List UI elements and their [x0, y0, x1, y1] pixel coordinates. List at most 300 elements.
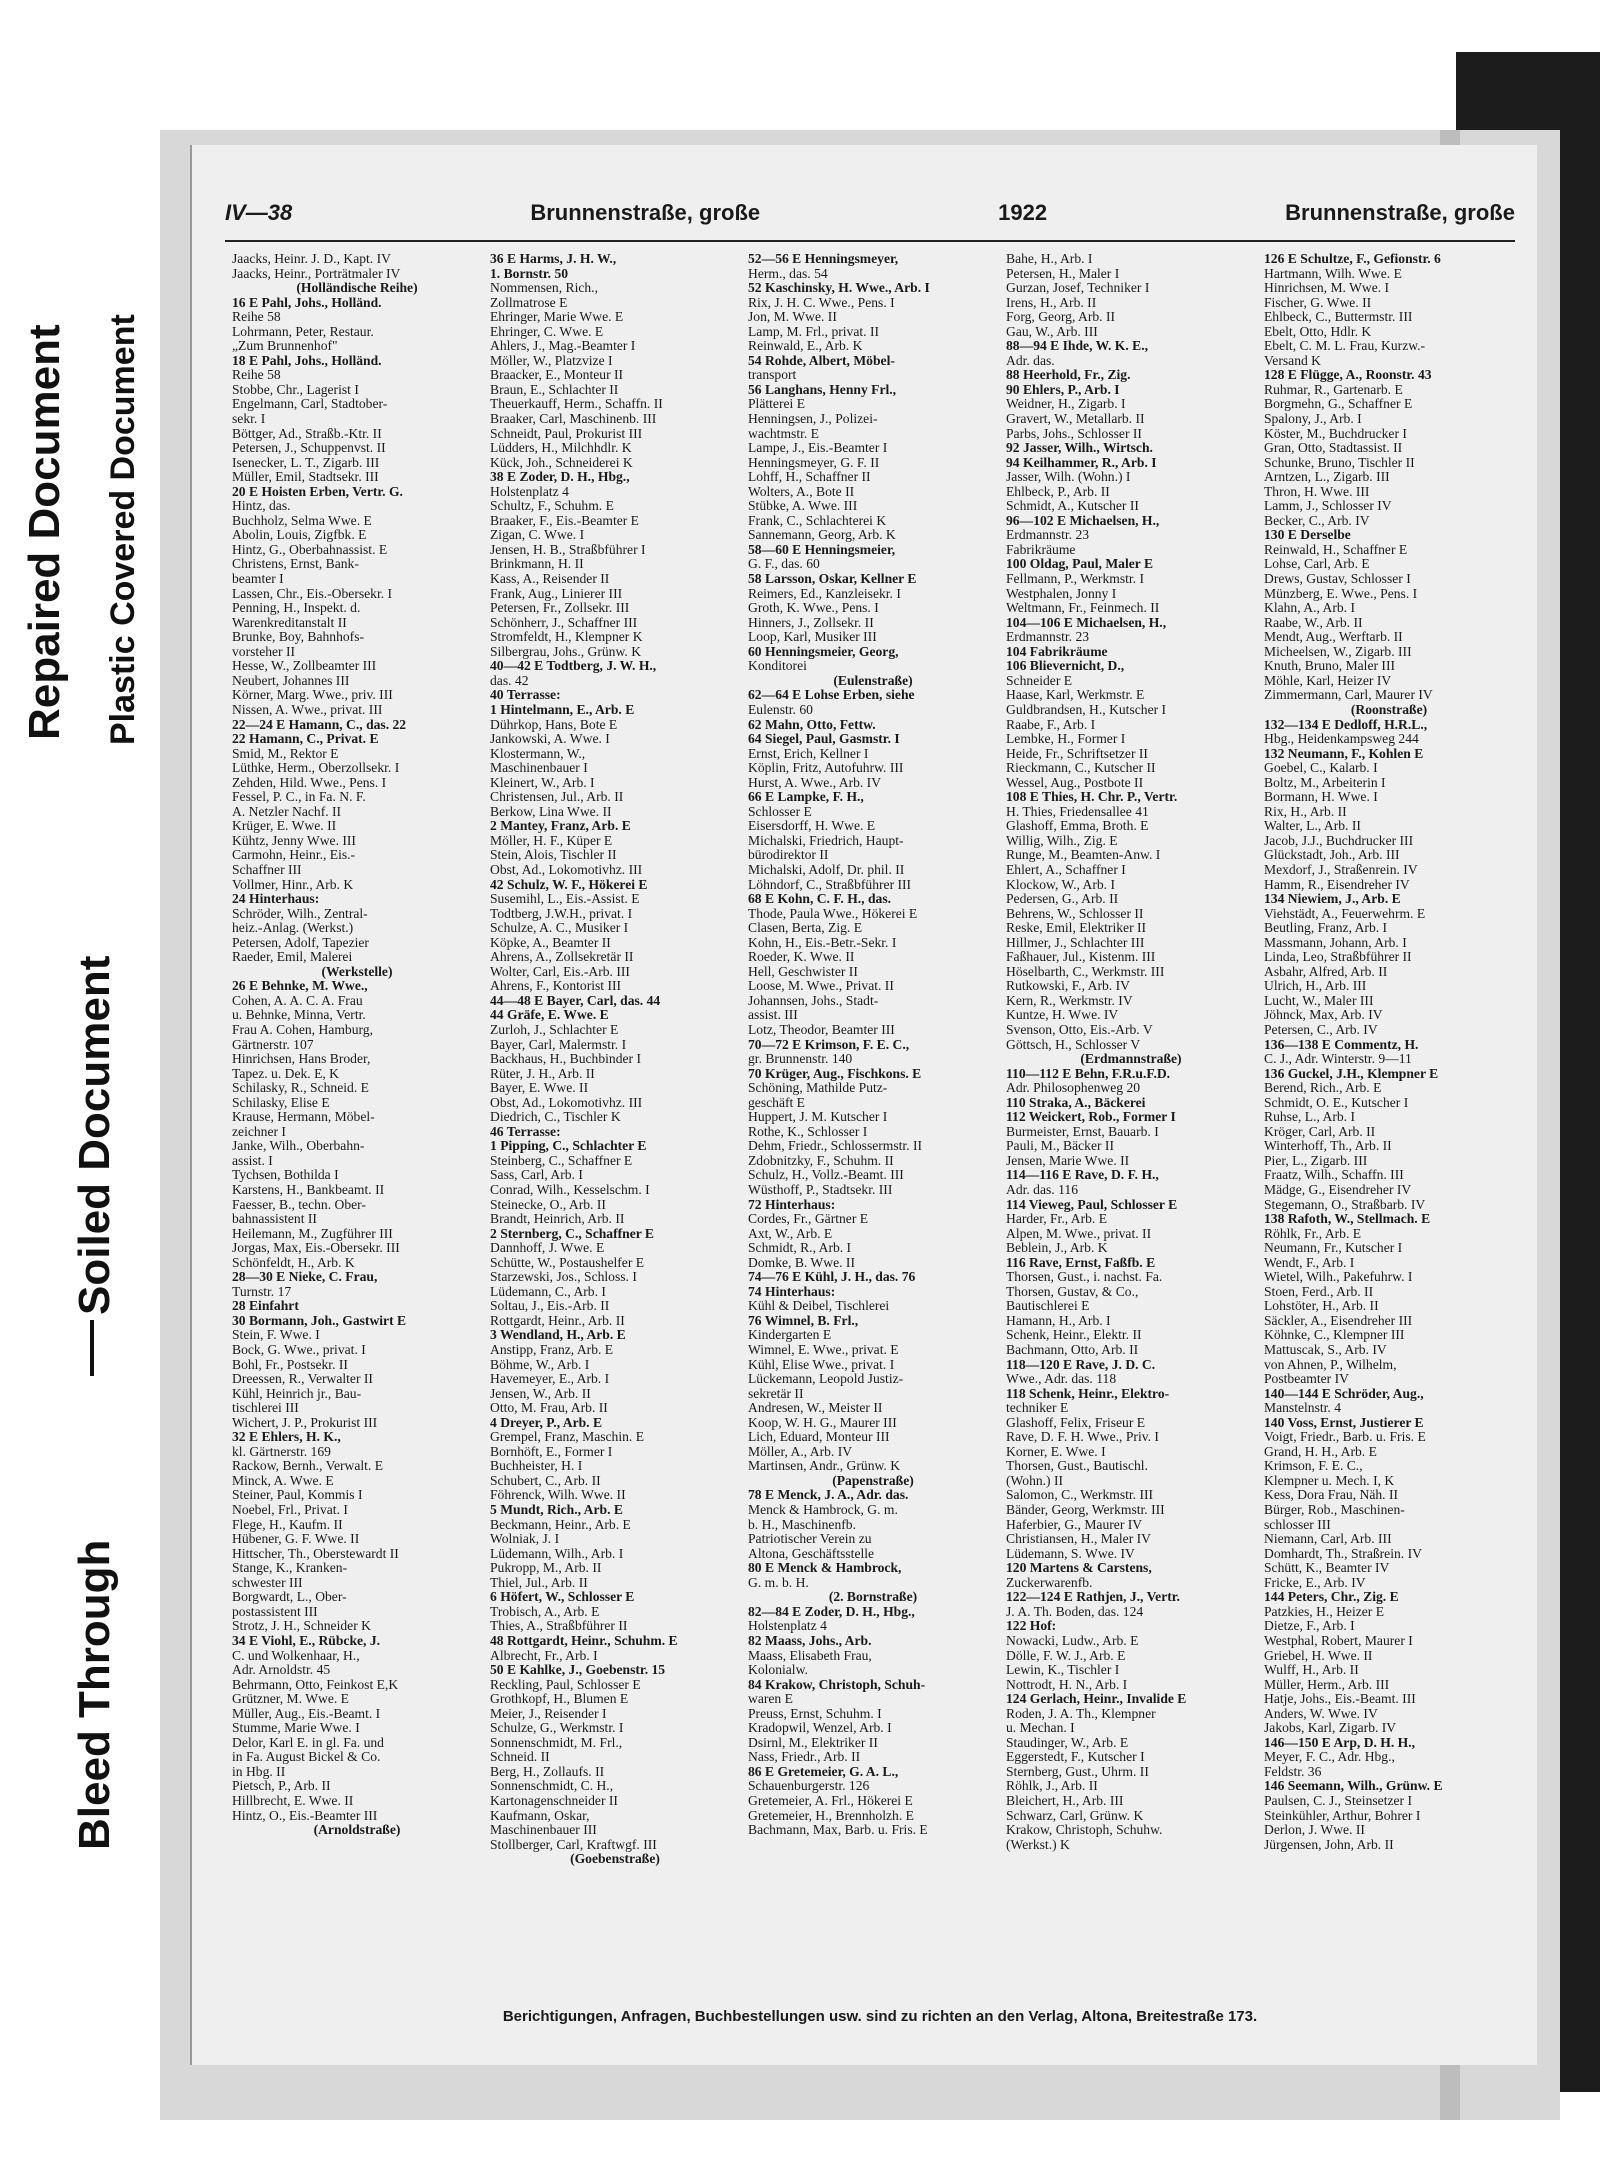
label-repaired-document: Repaired Document: [20, 324, 69, 740]
directory-entry: Neumann, Fr., Kutscher I: [1264, 1241, 1403, 1256]
directory-entry: Petersen, Adolf, Tapezier: [232, 935, 369, 950]
directory-entry: Thorsen, Gustav, & Co.,: [1006, 1284, 1139, 1299]
directory-entry: Weidner, H., Zigarb. I: [1006, 397, 1126, 412]
directory-entry: Böhme, W., Arb. I: [490, 1357, 590, 1372]
directory-entry: (Erdmannstraße): [1080, 1052, 1182, 1067]
directory-entry: Klempner u. Mech. I, K: [1264, 1473, 1395, 1488]
directory-entry: G. F., das. 60: [748, 557, 820, 572]
directory-entry: Gravert, W., Metallarb. II: [1006, 412, 1145, 427]
directory-entry: Schilasky, Elise E: [232, 1095, 330, 1110]
directory-entry: Thorsen, Gust., i. nachst. Fa.: [1006, 1270, 1163, 1285]
directory-entry: Kück, Joh., Schneiderei K: [490, 455, 633, 470]
directory-entry: 120 Martens & Carstens,: [1006, 1561, 1152, 1576]
directory-entry: Faesser, B., techn. Ober-: [232, 1197, 366, 1212]
directory-entry: Parbs, Johs., Schlosser II: [1006, 426, 1142, 441]
directory-entry: Kern, R., Werkmstr. IV: [1006, 993, 1133, 1008]
directory-entry: 82—84 E Zoder, D. H., Hbg.,: [748, 1604, 915, 1619]
directory-entry: Bürger, Rob., Maschinen-: [1264, 1503, 1405, 1518]
directory-entry: Dietze, F., Arb. I: [1264, 1619, 1355, 1634]
directory-entry: Hatje, Johs., Eis.-Beamt. III: [1264, 1692, 1416, 1707]
directory-entry: Becker, C., Arb. IV: [1264, 513, 1370, 528]
directory-entry: 84 Krakow, Christoph, Schuh-: [748, 1677, 926, 1692]
directory-entry: Schaffner III: [232, 862, 302, 877]
directory-entry: u. Behnke, Minna, Vertr.: [232, 1008, 366, 1023]
directory-entry: Alpen, M. Wwe., privat. II: [1006, 1226, 1152, 1241]
directory-entry: Warenkreditanstalt II: [232, 615, 347, 630]
directory-entry: 112 Weickert, Rob., Former I: [1006, 1110, 1176, 1125]
directory-entry: 70 Krüger, Aug., Fischkons. E: [748, 1066, 922, 1081]
directory-entry: gr. Brunnenstr. 140: [748, 1052, 853, 1067]
directory-entry: Grand, H. H., Arb. E: [1264, 1444, 1377, 1459]
directory-entry: Trobisch, A., Arb. E: [490, 1604, 600, 1619]
directory-entry: 44—48 E Bayer, Carl, das. 44: [490, 993, 661, 1008]
directory-entry: Petersen, J., Schuppenvst. II: [232, 441, 386, 456]
directory-entry: Ruhse, L., Arb. I: [1264, 1110, 1355, 1125]
directory-entry: Obst, Ad., Lokomotivhz. III: [490, 1095, 643, 1110]
directory-entry: Lassen, Chr., Eis.-Obersekr. I: [232, 586, 393, 601]
directory-entry: Böttger, Ad., Straßb.-Ktr. II: [232, 426, 382, 441]
directory-entry: Höselbarth, C., Werkmstr. III: [1006, 964, 1165, 979]
directory-entry: Adr. das.: [1006, 353, 1055, 368]
directory-entry: 1. Bornstr. 50: [490, 266, 569, 281]
directory-entry: Stromfeldt, H., Klempner K: [490, 630, 643, 645]
directory-entry: Ehlbeck, P., Arb. II: [1006, 484, 1110, 499]
directory-entry: Buchholz, Selma Wwe. E: [232, 513, 372, 528]
directory-entry: Schöning, Mathilde Putz-: [748, 1081, 888, 1096]
directory-entry: Rüter, J. H., Arb. II: [490, 1066, 595, 1081]
directory-entry: Pukropp, M., Arb. II: [490, 1561, 602, 1576]
directory-entry: Lampe, J., Eis.-Beamter I: [748, 441, 888, 456]
directory-entry: Lüdemann, Wilh., Arb. I: [490, 1546, 624, 1561]
directory-entry: Jakobs, Karl, Zigarb. IV: [1264, 1721, 1397, 1736]
directory-entry: Löhndorf, C., Straßbführer III: [748, 877, 912, 892]
directory-entry: Christens, Ernst, Bank-: [232, 557, 359, 572]
directory-entry: Haferbier, G., Maurer IV: [1006, 1517, 1143, 1532]
directory-entry: Wessel, Aug., Postbote II: [1006, 775, 1144, 790]
directory-entry: Hinrichsen, M. Wwe. I: [1264, 281, 1390, 296]
directory-entry: Vollmer, Hinr., Arb. K: [232, 877, 354, 892]
directory-entry: Zurloh, J., Schlachter E: [490, 1022, 619, 1037]
directory-entry: Lamp, M. Frl., privat. II: [748, 324, 880, 339]
directory-entry: Hittscher, Th., Oberstewardt II: [232, 1546, 399, 1561]
directory-entry: Irens, H., Arb. II: [1006, 295, 1097, 310]
directory-entry: Zdobnitzky, F., Schuhm. II: [748, 1153, 894, 1168]
directory-entry: 94 Keilhammer, R., Arb. I: [1006, 455, 1157, 470]
directory-entry: 36 E Harms, J. H. W.,: [490, 252, 617, 266]
directory-entry: Clasen, Berta, Zig. E: [748, 921, 863, 936]
directory-entry: 30 Bormann, Joh., Gastwirt E: [232, 1313, 407, 1328]
directory-entry: Wolniak, J. I: [490, 1532, 560, 1547]
directory-entry: Salomon, C., Werkmstr. III: [1006, 1488, 1154, 1503]
directory-entry: Viehstädt, A., Feuerwehrm. E: [1264, 906, 1426, 921]
directory-entry: 144 Peters, Chr., Zig. E: [1264, 1590, 1399, 1605]
directory-entry: Eggerstedt, F., Kutscher I: [1006, 1750, 1145, 1765]
directory-entry: Stange, K., Kranken-: [232, 1561, 348, 1576]
directory-entry: Diedrich, C., Tischler K: [490, 1110, 621, 1125]
directory-entry: Schönfeldt, H., Arb. K: [232, 1255, 355, 1270]
directory-entry: 40 Terrasse:: [490, 688, 561, 703]
directory-entry: Bock, G. Wwe., privat. I: [232, 1343, 366, 1358]
directory-entry: Altona, Geschäftsstelle: [748, 1546, 875, 1561]
directory-entry: Plätterei E: [748, 397, 805, 412]
directory-entry: 60 Henningsmeier, Georg,: [748, 644, 899, 659]
directory-entry: (Arnoldstraße): [313, 1823, 401, 1838]
directory-entry: Säckler, A., Eisendreher III: [1264, 1313, 1413, 1328]
directory-entry: Köpke, A., Beamter II: [490, 935, 611, 950]
directory-entry: (Werkstelle): [321, 964, 393, 979]
street-title-right: Brunnenstraße, große: [1285, 200, 1515, 225]
directory-entry: 26 E Behnke, M. Wwe.,: [232, 979, 368, 994]
directory-entry: Grothkopf, H., Blumen E: [490, 1692, 629, 1707]
directory-entry: Röhlk, J., Arb. II: [1006, 1779, 1098, 1794]
directory-entry: Raabe, W., Arb. II: [1264, 615, 1363, 630]
directory-entry: Andresen, W., Meister II: [748, 1401, 883, 1416]
directory-entry: 22—24 E Hamann, C., das. 22: [232, 717, 407, 732]
directory-entry: 62—64 E Lohse Erben, siehe: [748, 688, 915, 703]
directory-entry: Erdmannstr. 23: [1006, 630, 1090, 645]
directory-entry: Köhnke, C., Klempner III: [1264, 1328, 1405, 1343]
directory-entry: Sternberg, Gust., Uhrm. II: [1006, 1764, 1149, 1779]
directory-entry: Reinwald, H., Schaffner E: [1264, 542, 1408, 557]
directory-entry: Glashoff, Felix, Friseur E: [1006, 1415, 1146, 1430]
directory-entry: (2. Bornstraße): [828, 1590, 918, 1605]
directory-entry: Rackow, Bernh., Verwalt. E: [232, 1459, 384, 1474]
directory-entry: Knuth, Bruno, Maler III: [1264, 659, 1395, 674]
directory-entry: Kuntze, H. Wwe. IV: [1006, 1008, 1119, 1023]
directory-entry: Hell, Geschwister II: [748, 964, 858, 979]
directory-entry: 114—116 E Rave, D. F. H.,: [1006, 1168, 1159, 1183]
directory-entry: Albrecht, Fr., Arb. I: [490, 1648, 598, 1663]
directory-entry: Kindergarten E: [748, 1328, 832, 1343]
directory-entry: Dannhoff, J. Wwe. E: [490, 1241, 605, 1256]
directory-entry: Ehringer, C. Wwe. E: [490, 324, 604, 339]
directory-entry: schlosser III: [1264, 1517, 1331, 1532]
directory-entry: Schmidt, A., Kutscher II: [1006, 499, 1139, 514]
directory-entry: Roden, J. A. Th., Klempner: [1006, 1706, 1156, 1721]
directory-entry: Linda, Leo, Straßbführer II: [1264, 950, 1412, 965]
directory-entry: Christiansen, H., Maler IV: [1006, 1532, 1151, 1547]
directory-entry: Groth, K. Wwe., Pens. I: [748, 601, 879, 616]
directory-entry: Stoen, Ferd., Arb. II: [1264, 1284, 1374, 1299]
directory-entry: assist. I: [232, 1153, 273, 1168]
directory-entry: Martinsen, Andr., Grünw. K: [748, 1459, 901, 1474]
directory-entry: Frank, Aug., Linierer III: [490, 586, 623, 601]
directory-entry: Kröger, Carl, Arb. II: [1264, 1124, 1376, 1139]
directory-entry: Schneidt, Paul, Prokurist III: [490, 426, 643, 441]
directory-entry: Buchheister, H. I: [490, 1459, 583, 1474]
directory-entry: Spalony, J., Arb. I: [1264, 412, 1362, 427]
directory-entry: Fraatz, Wilh., Schaffn. III: [1264, 1168, 1404, 1183]
directory-entry: Walter, L., Arb. II: [1264, 819, 1361, 834]
directory-entry: Adr. Philosophenweg 20: [1006, 1081, 1141, 1096]
directory-entry: Reske, Emil, Elektriker II: [1006, 921, 1147, 936]
directory-entry: Kolonialw.: [748, 1663, 808, 1678]
directory-entry: Manstelnstr. 4: [1264, 1401, 1342, 1416]
directory-entry: Delor, Karl E. in gl. Fa. und: [232, 1735, 384, 1750]
directory-entry: Hurst, A. Wwe., Arb. IV: [748, 775, 882, 790]
directory-entry: Meyer, F. C., Adr. Hbg.,: [1264, 1750, 1395, 1765]
directory-entry: Berend, Rich., Arb. E: [1264, 1081, 1382, 1096]
directory-entry: Stein, F. Wwe. I: [232, 1328, 320, 1343]
directory-entry: Paulsen, C. J., Steinsetzer I: [1264, 1793, 1412, 1808]
directory-entry: Jürgensen, John, Arb. II: [1264, 1837, 1394, 1852]
directory-entry: Pauli, M., Bäcker II: [1006, 1139, 1114, 1154]
directory-entry: Steiner, Paul, Kommis I: [232, 1488, 363, 1503]
directory-entry: Jankowski, A. Wwe. I: [490, 732, 610, 747]
directory-entry: waren E: [748, 1692, 793, 1707]
directory-entry: Engelmann, Carl, Stadtober-: [232, 397, 388, 412]
directory-entry: Haase, Karl, Werkmstr. E: [1006, 688, 1145, 703]
directory-entry: 122—124 E Rathjen, J., Vertr.: [1006, 1590, 1180, 1605]
directory-columns: [232, 252, 1522, 1997]
directory-entry: Gretemeier, H., Brennholzh. E: [748, 1808, 914, 1823]
directory-entry: Brunke, Boy, Bahnhofs-: [232, 630, 365, 645]
directory-entry: Stumme, Marie Wwe. I: [232, 1721, 360, 1736]
directory-entry: 80 E Menck & Hambrock,: [748, 1561, 902, 1576]
column-4: [1006, 252, 1256, 1997]
directory-entry: Maschinenbauer I: [490, 761, 588, 776]
directory-entry: Hbg., Heidenkampsweg 244: [1264, 732, 1419, 747]
directory-entry: Staudinger, W., Arb. E: [1006, 1735, 1129, 1750]
directory-entry: Rave, D. F. H. Wwe., Priv. I: [1006, 1430, 1159, 1445]
directory-entry: Faßhauer, Jul., Kistenm. III: [1006, 950, 1156, 965]
directory-entry: Johannsen, Johs., Stadt-: [748, 993, 879, 1008]
directory-entry: 44 Gräfe, E. Wwe. E: [490, 1008, 609, 1023]
directory-entry: Nottrodt, H. N., Arb. I: [1006, 1677, 1128, 1692]
directory-entry: Reihe 58: [232, 310, 281, 325]
directory-entry: Lüdemann, C., Arb. I: [490, 1284, 606, 1299]
directory-entry: Braaker, Carl, Maschinenb. III: [490, 412, 657, 427]
directory-entry: Zollmatrose E: [490, 295, 568, 310]
directory-entry: Eisersdorff, H. Wwe. E: [748, 819, 876, 834]
directory-entry: Mattuscak, S., Arb. IV: [1264, 1343, 1387, 1358]
directory-entry: Borgmehn, G., Schaffner E: [1264, 397, 1413, 412]
directory-entry: Ehlert, A., Schaffner I: [1006, 862, 1126, 877]
directory-entry: Cordes, Fr., Gärtner E: [748, 1212, 869, 1227]
directory-entry: Rothe, K., Schlosser I: [748, 1124, 868, 1139]
directory-entry: Braun, E., Schlachter II: [490, 382, 619, 397]
column-3: [748, 252, 998, 1997]
directory-entry: Behrmann, Otto, Feinkost E,K: [232, 1677, 399, 1692]
directory-entry: 72 Hinterhaus:: [748, 1197, 836, 1212]
directory-entry: Guldbrandsen, H., Kutscher I: [1006, 702, 1167, 717]
directory-entry: Lamm, J., Schlosser IV: [1264, 499, 1392, 514]
directory-entry: Abolin, Louis, Zigfbk. E: [232, 528, 367, 543]
directory-entry: 130 E Derselbe: [1264, 528, 1351, 543]
directory-entry: Neubert, Johannes III: [232, 673, 350, 688]
directory-entry: Loose, M. Wwe., Privat. II: [748, 979, 894, 994]
directory-entry: Feldstr. 36: [1264, 1764, 1322, 1779]
directory-entry: Willig, Wilh., Zig. E: [1006, 833, 1118, 848]
directory-entry: 92 Jasser, Wilh., Wirtsch.: [1006, 441, 1153, 456]
directory-entry: Svenson, Otto, Eis.-Arb. V: [1006, 1022, 1153, 1037]
directory-entry: Fessel, P. C., in Fa. N. F.: [232, 790, 366, 805]
label-plastic-covered-document: Plastic Covered Document: [104, 314, 142, 745]
directory-entry: Glückstadt, Joh., Arb. III: [1264, 848, 1400, 863]
directory-entry: Arntzen, L., Zigarb. III: [1264, 470, 1390, 485]
directory-entry: Wolter, Carl, Eis.-Arb. III: [490, 964, 630, 979]
directory-entry: Minck, A. Wwe. E: [232, 1473, 334, 1488]
directory-entry: 52 Kaschinsky, H. Wwe., Arb. I: [748, 281, 930, 296]
directory-entry: Klockow, W., Arb. I: [1006, 877, 1115, 892]
directory-entry: Henningsen, J., Polizei-: [748, 412, 878, 427]
directory-entry: Reihe 58: [232, 368, 281, 383]
directory-entry: Berg, H., Zollaufs. II: [490, 1764, 605, 1779]
directory-entry: 126 E Schultze, F., Gefionstr. 6: [1264, 252, 1441, 266]
directory-entry: Ruhmar, R., Gartenarb. E: [1264, 382, 1403, 397]
directory-entry: Nommensen, Rich.,: [490, 281, 598, 296]
directory-entry: Lich, Eduard, Monteur III: [748, 1430, 890, 1445]
directory-entry: Hintz, G., Oberbahnassist. E: [232, 542, 388, 557]
directory-entry: Fischer, G. Wwe. II: [1264, 295, 1372, 310]
directory-entry: Ehlbeck, C., Buttermstr. III: [1264, 310, 1413, 325]
directory-entry: 138 Rafoth, W., Stellmach. E: [1264, 1212, 1431, 1227]
directory-entry: Raeder, Emil, Malerei: [232, 950, 353, 965]
directory-entry: Reimers, Ed., Kanzleisekr. I: [748, 586, 901, 601]
directory-entry: Ahrens, A., Zollsekretär II: [490, 950, 634, 965]
directory-entry: Kaufmann, Oskar,: [490, 1808, 590, 1823]
directory-entry: Massmann, Johann, Arb. I: [1264, 935, 1407, 950]
directory-entry: Bachmann, Max, Barb. u. Fris. E: [748, 1823, 928, 1838]
directory-entry: Anstipp, Franz, Arb. E: [490, 1343, 614, 1358]
directory-entry: 106 Blievernicht, D.,: [1006, 659, 1125, 674]
directory-entry: 124 Gerlach, Heinr., Invalide E: [1006, 1692, 1187, 1707]
directory-entry: Sannemann, Georg, Arb. K: [748, 528, 896, 543]
directory-entry: schwester III: [232, 1575, 303, 1590]
directory-entry: Müller, Aug., Eis.-Beamt. I: [232, 1706, 381, 1721]
directory-entry: 28—30 E Nieke, C. Frau,: [232, 1270, 378, 1285]
directory-entry: (Werkst.) K: [1006, 1837, 1070, 1852]
directory-entry: Fabrikräume: [1006, 542, 1076, 557]
directory-entry: Smid, M., Rektor E: [232, 746, 339, 761]
directory-entry: Klostermann, W.,: [490, 746, 586, 761]
directory-entry: das. 42: [490, 673, 529, 688]
directory-entry: 74—76 E Kühl, J. H., das. 76: [748, 1270, 916, 1285]
directory-entry: Beutling, Franz, Arb. I: [1264, 921, 1388, 936]
directory-entry: Stübke, A. Wwe. III: [748, 499, 858, 514]
directory-entry: 16 E Pahl, Johs., Holländ.: [232, 295, 382, 310]
directory-entry: „Zum Brunnenhof": [232, 339, 338, 354]
directory-entry: Wulff, H., Arb. II: [1264, 1663, 1359, 1678]
directory-entry: Petersen, C., Arb. IV: [1264, 1022, 1378, 1037]
directory-entry: Burmeister, Ernst, Bauarb. I: [1006, 1124, 1159, 1139]
directory-entry: Bayer, E. Wwe. II: [490, 1081, 589, 1096]
directory-entry: (Wohn.) II: [1006, 1473, 1064, 1488]
directory-entry: bürodirektor II: [748, 848, 829, 863]
directory-entry: Jöhnck, Max, Arb. IV: [1264, 1008, 1383, 1023]
directory-entry: Axt, W., Arb. E: [748, 1226, 833, 1241]
directory-entry: Noebel, Frl., Privat. I: [232, 1503, 348, 1518]
directory-entry: Nowacki, Ludw., Arb. E: [1006, 1633, 1139, 1648]
directory-entry: Flege, H., Kaufm. II: [232, 1517, 343, 1532]
directory-entry: Frau A. Cohen, Hamburg,: [232, 1022, 373, 1037]
directory-entry: Holstenplatz 4: [748, 1619, 827, 1634]
directory-entry: Starzewski, Jos., Schloss. I: [490, 1270, 637, 1285]
directory-entry: 2 Mantey, Franz, Arb. E: [490, 819, 631, 834]
directory-entry: Herm., das. 54: [748, 266, 828, 281]
publisher-footer: Berichtigungen, Anfragen, Buchbestellungen usw. sind zu richten an den Verlag, Altona, Breitestraße 173.: [502, 2008, 1258, 2025]
directory-entry: Hintz, das.: [232, 499, 291, 514]
directory-entry: Forg, Georg, Arb. II: [1006, 310, 1115, 325]
directory-entry: Wolters, A., Bote II: [748, 484, 855, 499]
directory-entry: Möller, H. F., Küper E: [490, 833, 613, 848]
directory-entry: Michalski, Friedrich, Haupt-: [748, 833, 904, 848]
directory-entry: Stobbe, Chr., Lagerist I: [232, 382, 359, 397]
directory-entry: Gurzan, Josef, Techniker I: [1006, 281, 1150, 296]
directory-entry: Schönherr, J., Schaffner III: [490, 615, 638, 630]
directory-entry: 122 Hof:: [1006, 1619, 1057, 1634]
directory-entry: Ebelt, Otto, Hdlr. K: [1264, 324, 1372, 339]
directory-entry: Janke, Wilh., Oberbahn-: [232, 1139, 365, 1154]
directory-entry: Möller, A., Arb. IV: [748, 1444, 853, 1459]
directory-entry: Brandt, Heinrich, Arb. II: [490, 1212, 625, 1227]
directory-entry: Schneider E: [1006, 673, 1073, 688]
directory-entry: Gärtnerstr. 107: [232, 1037, 314, 1052]
directory-entry: 86 E Gretemeier, G. A. L.,: [748, 1764, 899, 1779]
page-header: [225, 200, 1515, 242]
directory-entry: Gau, W., Arb. III: [1006, 324, 1098, 339]
directory-entry: Frank, C., Schlachterei K: [748, 513, 887, 528]
directory-entry: transport: [748, 368, 797, 383]
directory-entry: Rottgardt, Heinr., Arb. II: [490, 1313, 625, 1328]
directory-entry: assist. III: [748, 1008, 798, 1023]
directory-entry: Niemann, Carl, Arb. III: [1264, 1532, 1392, 1547]
directory-entry: Adr. Arnoldstr. 45: [232, 1663, 331, 1678]
directory-entry: Korner, E. Wwe. I: [1006, 1444, 1106, 1459]
directory-entry: Silbergrau, Johs., Grünw. K: [490, 644, 642, 659]
directory-entry: Tychsen, Bothilda I: [232, 1168, 339, 1183]
directory-entry: Hartmann, Wilh. Wwe. E: [1264, 266, 1402, 281]
directory-entry: Asbahr, Alfred, Arb. II: [1264, 964, 1388, 979]
directory-entry: Hinrichsen, Hans Broder,: [232, 1052, 371, 1067]
directory-entry: 132—134 E Dedloff, H.R.L.,: [1264, 717, 1428, 732]
directory-entry: C. J., Adr. Winterstr. 9—11: [1264, 1052, 1412, 1067]
directory-entry: Göttsch, H., Schlosser V: [1006, 1037, 1141, 1052]
directory-entry: Postbeamter IV: [1264, 1372, 1349, 1387]
directory-entry: Kleinert, W., Arb. I: [490, 775, 595, 790]
directory-entry: Penning, H., Inspekt. d.: [232, 601, 361, 616]
directory-entry: Kass, A., Reisender II: [490, 572, 610, 587]
label-bleed-through: Bleed Through: [70, 1539, 119, 1850]
directory-entry: 118 Schenk, Heinr., Elektro-: [1006, 1386, 1170, 1401]
directory-entry: Jensen, H. B., Straßbführer I: [490, 542, 646, 557]
directory-entry: Wichert, J. P., Prokurist III: [232, 1415, 378, 1430]
directory-entry: Nissen, A. Wwe., privat. III: [232, 702, 383, 717]
directory-entry: Schulze, A. C., Musiker I: [490, 921, 629, 936]
directory-entry: Bohl, Fr., Postsekr. II: [232, 1357, 348, 1372]
directory-entry: Grützner, M. Wwe. E: [232, 1692, 349, 1707]
directory-entry: Preuss, Ernst, Schuhm. I: [748, 1706, 882, 1721]
directory-entry: Susemihl, L., Eis.-Assist. E: [490, 892, 640, 907]
directory-entry: 96—102 E Michaelsen, H.,: [1006, 513, 1160, 528]
directory-entry: 146 Seemann, Wilh., Grünw. E: [1264, 1779, 1443, 1794]
directory-entry: 110 Straka, A., Bäckerei: [1006, 1095, 1146, 1110]
directory-entry: Jacob, J.J., Buchdrucker III: [1264, 833, 1414, 848]
directory-entry: Soltau, J., Eis.-Arb. II: [490, 1299, 610, 1314]
directory-entry: Stein, Alois, Tischler II: [490, 848, 617, 863]
directory-entry: Voigt, Friedr., Barb. u. Fris. E: [1264, 1430, 1426, 1445]
directory-entry: Zuckerwarenfb.: [1006, 1575, 1093, 1590]
directory-entry: 118—120 E Rave, J. D. C.: [1006, 1357, 1156, 1372]
directory-entry: Stollberger, Carl, Kraftwgf. III: [490, 1837, 657, 1852]
directory-entry: 56 Langhans, Henny Frl.,: [748, 382, 897, 397]
directory-entry: Jon, M. Wwe. II: [748, 310, 837, 325]
directory-entry: (Eulenstraße): [833, 673, 913, 688]
directory-entry: Berkow, Lina Wwe. II: [490, 804, 612, 819]
directory-entry: Adr. das. 116: [1006, 1183, 1078, 1197]
directory-entry: Gretemeier, A. Frl., Hökerei E: [748, 1793, 913, 1808]
directory-entry: Kühl, Elise Wwe., privat. I: [748, 1357, 895, 1372]
